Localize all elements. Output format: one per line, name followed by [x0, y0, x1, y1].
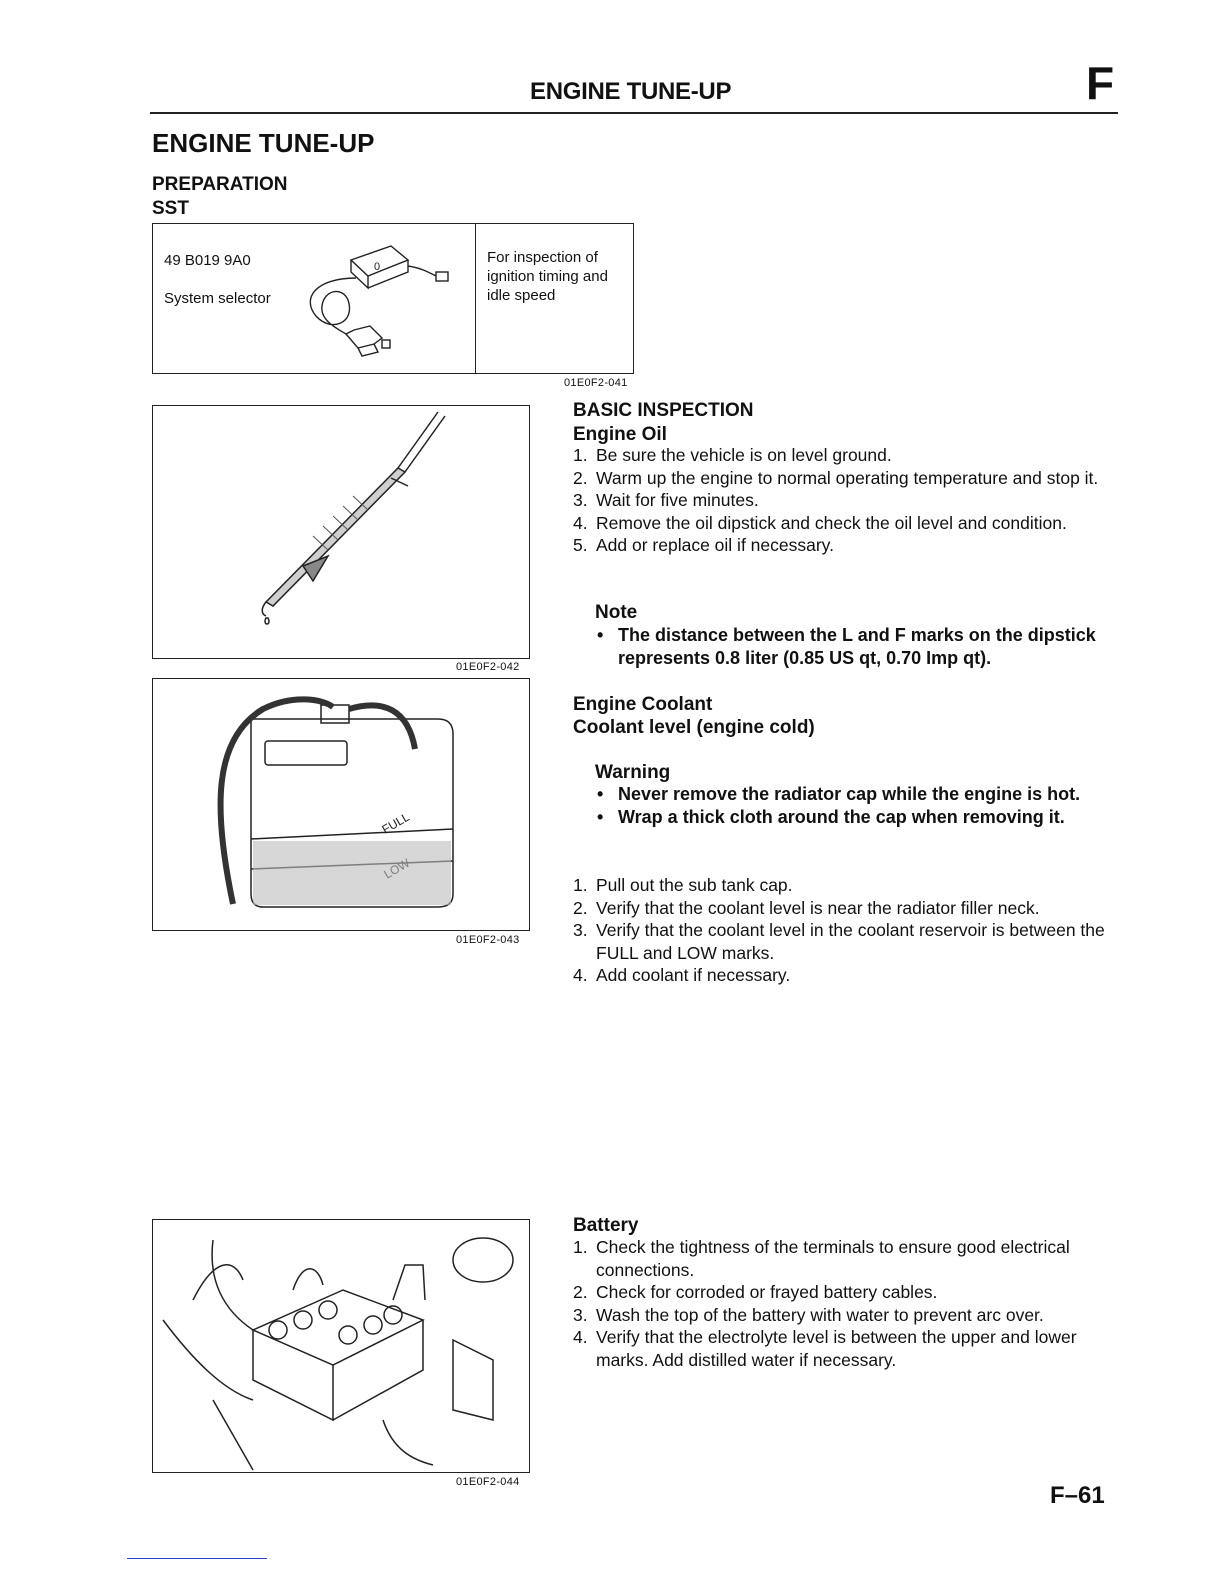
- list-item: 4. Verify that the electrolyte level is between the upper and lower marks. Add distilled water if necessary.: [573, 1327, 1077, 1370]
- full-mark-label: FULL: [379, 809, 412, 837]
- battery-figure: [152, 1219, 530, 1473]
- engine-coolant-heading: Engine Coolant: [573, 694, 713, 715]
- engine-coolant-steps: [573, 874, 1118, 987]
- list-item: 3. Verify that the coolant level in the coolant reservoir is between the FULL and LOW marks.: [573, 920, 1105, 963]
- dipstick-figure: [152, 405, 530, 659]
- figure-code: 01E0F2-041: [564, 377, 628, 389]
- list-item: 3. Wash the top of the battery with water to prevent arc over.: [573, 1304, 1044, 1325]
- list-item: 1. Pull out the sub tank cap.: [573, 875, 793, 895]
- figure-code: 01E0F2-044: [456, 1476, 520, 1488]
- list-item: 2. Check for corroded or frayed battery cables.: [573, 1282, 938, 1302]
- footer-rule: [127, 1558, 267, 1559]
- engine-oil-steps: [573, 444, 1118, 557]
- svg-text:0: 0: [374, 261, 381, 273]
- list-item: 1. Check the tightness of the terminals to ensure good electrical connections.: [573, 1237, 1070, 1280]
- list-item: 5. Add or replace oil if necessary.: [573, 535, 834, 555]
- note-list: [595, 624, 1118, 669]
- engine-oil-heading: Engine Oil: [573, 424, 667, 445]
- sst-part-name: System selector: [164, 290, 271, 307]
- sst-table-divider: [475, 223, 476, 374]
- list-item: 2. Verify that the coolant level is near the radiator filler neck.: [573, 897, 1040, 918]
- section-title: ENGINE TUNE-UP: [152, 128, 375, 158]
- sst-part-number: 49 B019 9A0: [164, 252, 251, 269]
- warning-item: • Never remove the radiator cap while the engine is hot.: [595, 783, 1118, 806]
- warning-item: • Wrap a thick cloth around the cap when removing it.: [595, 806, 1118, 829]
- list-item: 4. Add coolant if necessary.: [573, 965, 791, 985]
- list-item: 3. Wait for five minutes.: [573, 490, 759, 510]
- warning-list: [595, 783, 1118, 828]
- section-letter: F: [1086, 57, 1115, 109]
- page-number: F–61: [1050, 1482, 1105, 1509]
- coolant-level-subheading: Coolant level (engine cold): [573, 717, 815, 738]
- battery-steps: [573, 1236, 1118, 1371]
- running-header-title: ENGINE TUNE-UP: [530, 78, 732, 105]
- figure-code: 01E0F2-043: [456, 934, 520, 946]
- note-item: • The distance between the L and F marks on the dipstick represents 0.8 liter (0.85 US qt, 0.70 Imp qt).: [595, 624, 1118, 669]
- preparation-heading: PREPARATION: [152, 174, 288, 195]
- figure-code: 01E0F2-042: [456, 661, 520, 673]
- coolant-reservoir-figure: [152, 678, 530, 931]
- list-item: 4. Remove the oil dipstick and check the oil level and condition.: [573, 512, 1067, 533]
- sst-description: For inspection of ignition timing and idle speed: [487, 249, 608, 304]
- battery-heading: Battery: [573, 1215, 639, 1236]
- note-heading: Note: [595, 602, 638, 623]
- warning-heading: Warning: [595, 762, 671, 783]
- list-item: 1. Be sure the vehicle is on level ground.: [573, 445, 892, 465]
- header-rule: [150, 112, 1118, 114]
- basic-inspection-heading: BASIC INSPECTION: [573, 400, 754, 421]
- sst-heading: SST: [152, 198, 189, 219]
- system-selector-illustration: [296, 238, 466, 363]
- list-item: 2. Warm up the engine to normal operating temperature and stop it.: [573, 467, 1099, 488]
